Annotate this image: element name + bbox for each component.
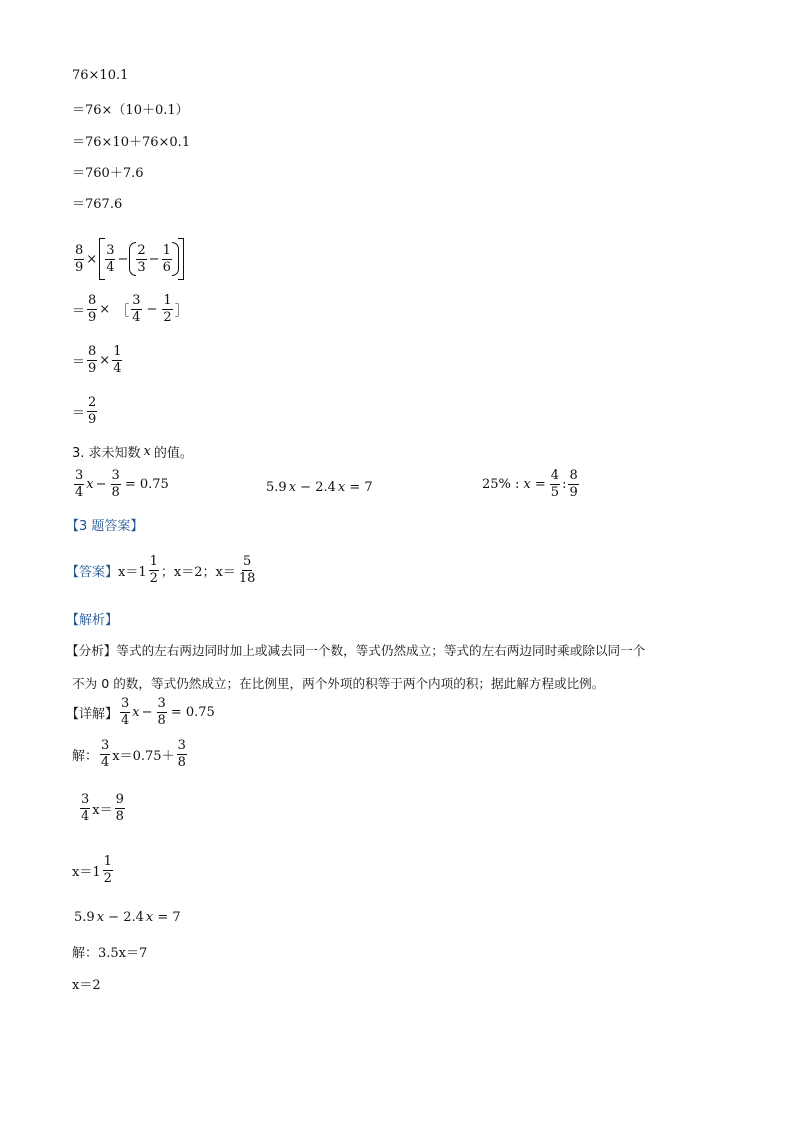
question-title: 3. 求未知数 x 的值。 xyxy=(72,444,193,461)
analysis-heading: 【解析】 xyxy=(66,613,119,628)
detail-eq1: 【详解】 $\frac{3}{4}$ x − $\frac{3}{8}$ = 0.75 xyxy=(66,696,215,728)
fraction: $\frac{3}{4}$ xyxy=(121,696,130,728)
fraction: $\frac{1}{2}$ xyxy=(149,554,158,586)
calc2-line3: ＝ $\frac{8}{9}$ × $\frac{1}{4}$ xyxy=(72,344,122,376)
detail-step2: $\frac{3}{4}$ x＝ $\frac{9}{8}$ xyxy=(81,792,124,824)
calc1-line3 xyxy=(72,131,190,150)
calc1-line1 xyxy=(72,68,128,83)
detail-eq2-solution: 解：3.5x＝7 xyxy=(72,946,148,961)
fraction: $\frac{8}{9}$ xyxy=(88,293,97,325)
fraction: $\frac{1}{6}$ xyxy=(162,242,171,275)
fraction: $\frac{5}{18}$ xyxy=(238,554,256,586)
math-text: 76×10.1 xyxy=(72,68,129,83)
math-text: ＝767.6 xyxy=(72,197,123,212)
analysis-line1: 【分析】等式的左右两边同时加上或减去同一个数，等式仍然成立；等式的左右两边同时乘或除以同一个 xyxy=(66,643,646,658)
fraction: $\frac{2}{3}$ xyxy=(137,242,146,275)
fraction: $\frac{3}{8}$ xyxy=(177,738,186,770)
analysis-line2: 不为 0 的数，等式仍然成立；在比例里，两个外项的积等于两个内项的积；据此解方程或比例。 xyxy=(72,676,605,691)
fraction: $\frac{3}{4}$ xyxy=(101,738,110,770)
fraction: $\frac{1}{2}$ xyxy=(163,293,172,325)
fraction: $\frac{9}{8}$ xyxy=(115,792,124,824)
fraction: $\frac{8}{9}$ xyxy=(569,468,578,500)
fraction: $\frac{3}{4}$ xyxy=(75,468,84,500)
fraction: $\frac{8}{9}$ xyxy=(75,242,84,275)
detail-step1: 解： $\frac{3}{4}$ x＝0.75＋ $\frac{3}{8}$ xyxy=(72,738,186,770)
calc1-line5 xyxy=(72,193,122,212)
math-text: ＝76×（10＋0.1） xyxy=(72,103,189,118)
square-bracket-group: $\frac{3}{4}$ − $\frac{2}{3}$ − $\frac{1}{6}$ xyxy=(99,238,184,280)
fraction: $\frac{3}{8}$ xyxy=(157,696,166,728)
calc1-line4 xyxy=(72,162,144,181)
fraction: $\frac{4}{5}$ xyxy=(550,468,560,500)
detail-step3: x＝1 $\frac{1}{2}$ xyxy=(72,854,112,886)
fraction: $\frac{3}{4}$ xyxy=(81,792,90,824)
question-eq1: $\frac{3}{4}$ x − $\frac{3}{8}$ = 0.75 xyxy=(75,468,169,500)
detail-eq2-result: x＝2 xyxy=(72,978,101,993)
calc1-line2 xyxy=(72,99,189,118)
answer-line: 【答案】 x＝1 $\frac{1}{2}$ ；x＝2；x＝ $\frac{5}{18}$ xyxy=(66,554,256,586)
calc2-line1: $\frac{8}{9}$ × $\frac{3}{4}$ − $\frac{2}{3}$ − $\frac{1}{6}$ xyxy=(72,238,184,280)
detail-eq2: 5.9 x − 2.4 x = 7 xyxy=(74,910,181,925)
calc2-line4: ＝ $\frac{2}{9}$ xyxy=(72,395,97,427)
paren-group: $\frac{2}{3}$ − $\frac{1}{6}$ xyxy=(130,244,177,274)
fraction: $\frac{1}{2}$ xyxy=(103,854,112,886)
fraction: $\frac{2}{9}$ xyxy=(88,395,97,427)
math-text: ＝76×10＋76×0.1 xyxy=(72,135,191,150)
fraction: $\frac{3}{4}$ xyxy=(132,293,141,325)
fraction: $\frac{1}{4}$ xyxy=(113,344,122,376)
answer-heading: 【3 题答案】 xyxy=(66,519,144,534)
question-eq2: 5.9 x − 2.4 x = 7 xyxy=(266,480,373,495)
fraction: $\frac{3}{4}$ xyxy=(106,242,115,275)
math-text: ＝760＋7.6 xyxy=(72,166,144,181)
question-eq3: 25% : x = $\frac{4}{5}$ : $\frac{8}{9}$ xyxy=(482,468,578,500)
fraction: $\frac{3}{8}$ xyxy=(111,468,120,500)
calc2-line2: ＝ $\frac{8}{9}$ × ［ $\frac{3}{4}$ − $\frac{1}{2}$ ］ xyxy=(72,293,188,325)
fraction: $\frac{8}{9}$ xyxy=(88,344,97,376)
